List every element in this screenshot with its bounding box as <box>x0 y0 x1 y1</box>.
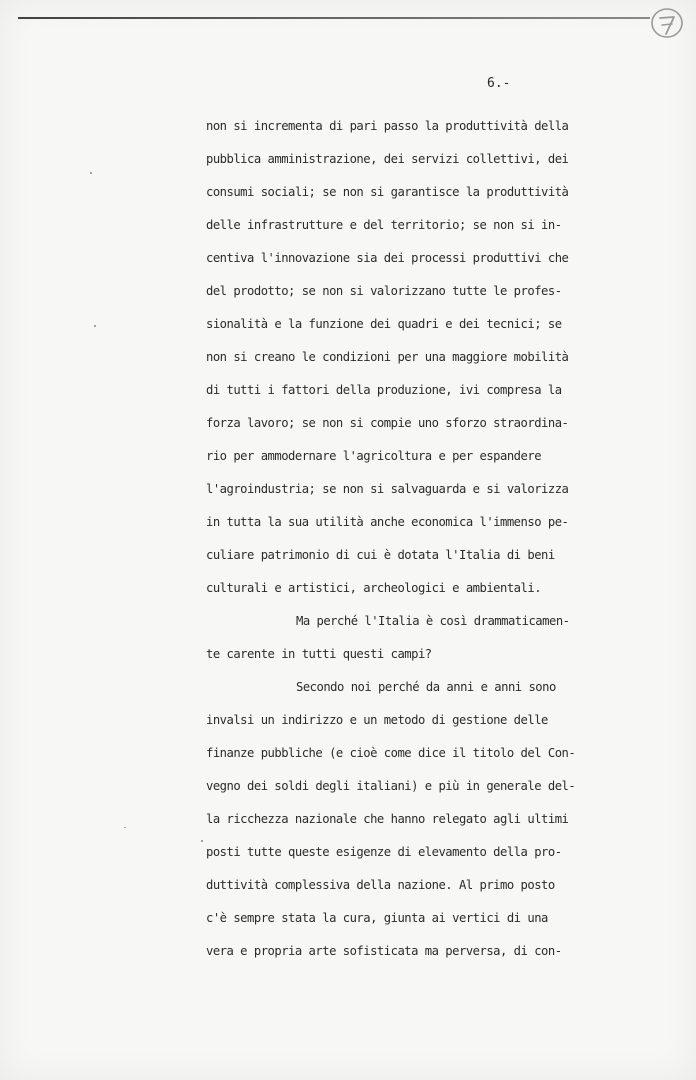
text-line: la ricchezza nazionale che hanno relegato agli ultimi <box>206 812 569 826</box>
top-rule <box>18 17 650 19</box>
text-line: l'agroindustria; se non si salvaguarda e si valorizza <box>206 482 569 496</box>
scan-speck <box>124 827 126 828</box>
text-line: forza lavoro; se non si compie uno sforzo straordina- <box>206 416 569 430</box>
text-line: vegno dei soldi degli italiani) e più in generale del- <box>206 779 576 793</box>
text-line: non si creano le condizioni per una maggiore mobilità <box>206 350 569 364</box>
text-line: vera e propria arte sofisticata ma perversa, di con- <box>206 944 562 958</box>
scan-speck <box>94 325 96 327</box>
text-line: consumi sociali; se non si garantisce la produttività <box>206 185 569 199</box>
text-line: rio per ammodernare l'agricoltura e per espandere <box>206 449 542 463</box>
text-line: culturali e artistici, archeologici e ambientali. <box>206 581 542 595</box>
scan-speck <box>90 172 92 174</box>
text-line: te carente in tutti questi campi? <box>206 647 432 661</box>
text-line: Secondo noi perché da anni e anni sono <box>296 680 556 694</box>
text-line: pubblica amministrazione, dei servizi collettivi, dei <box>206 152 569 166</box>
text-line: delle infrastrutture e del territorio; se non si in- <box>206 218 562 232</box>
handwritten-page-mark-icon <box>650 6 684 40</box>
text-line: di tutti i fattori della produzione, ivi compresa la <box>206 383 562 397</box>
text-line: invalsi un indirizzo e un metodo di gestione delle <box>206 713 548 727</box>
page-number: 6.- <box>487 76 511 91</box>
text-line: c'è sempre stata la cura, giunta ai vertici di una <box>206 911 548 925</box>
text-line: non si incrementa di pari passo la produttività della <box>206 119 569 133</box>
text-line: posti tutte queste esigenze di elevamento della pro- <box>206 845 562 859</box>
text-line: Ma perché l'Italia è così drammaticamen- <box>296 614 570 628</box>
text-line: duttività complessiva della nazione. Al primo posto <box>206 878 555 892</box>
body-text <box>206 110 596 968</box>
text-line: centiva l'innovazione sia dei processi produttivi che <box>206 251 569 265</box>
scan-speck <box>201 840 203 842</box>
text-line: del prodotto; se non si valorizzano tutte le profes- <box>206 284 562 298</box>
text-line: culiare patrimonio di cui è dotata l'Italia di beni <box>206 548 555 562</box>
text-line: finanze pubbliche (e cioè come dice il titolo del Con- <box>206 746 576 760</box>
text-line: sionalità e la funzione dei quadri e dei tecnici; se <box>206 317 562 331</box>
text-line: in tutta la sua utilità anche economica l'immenso pe- <box>206 515 569 529</box>
